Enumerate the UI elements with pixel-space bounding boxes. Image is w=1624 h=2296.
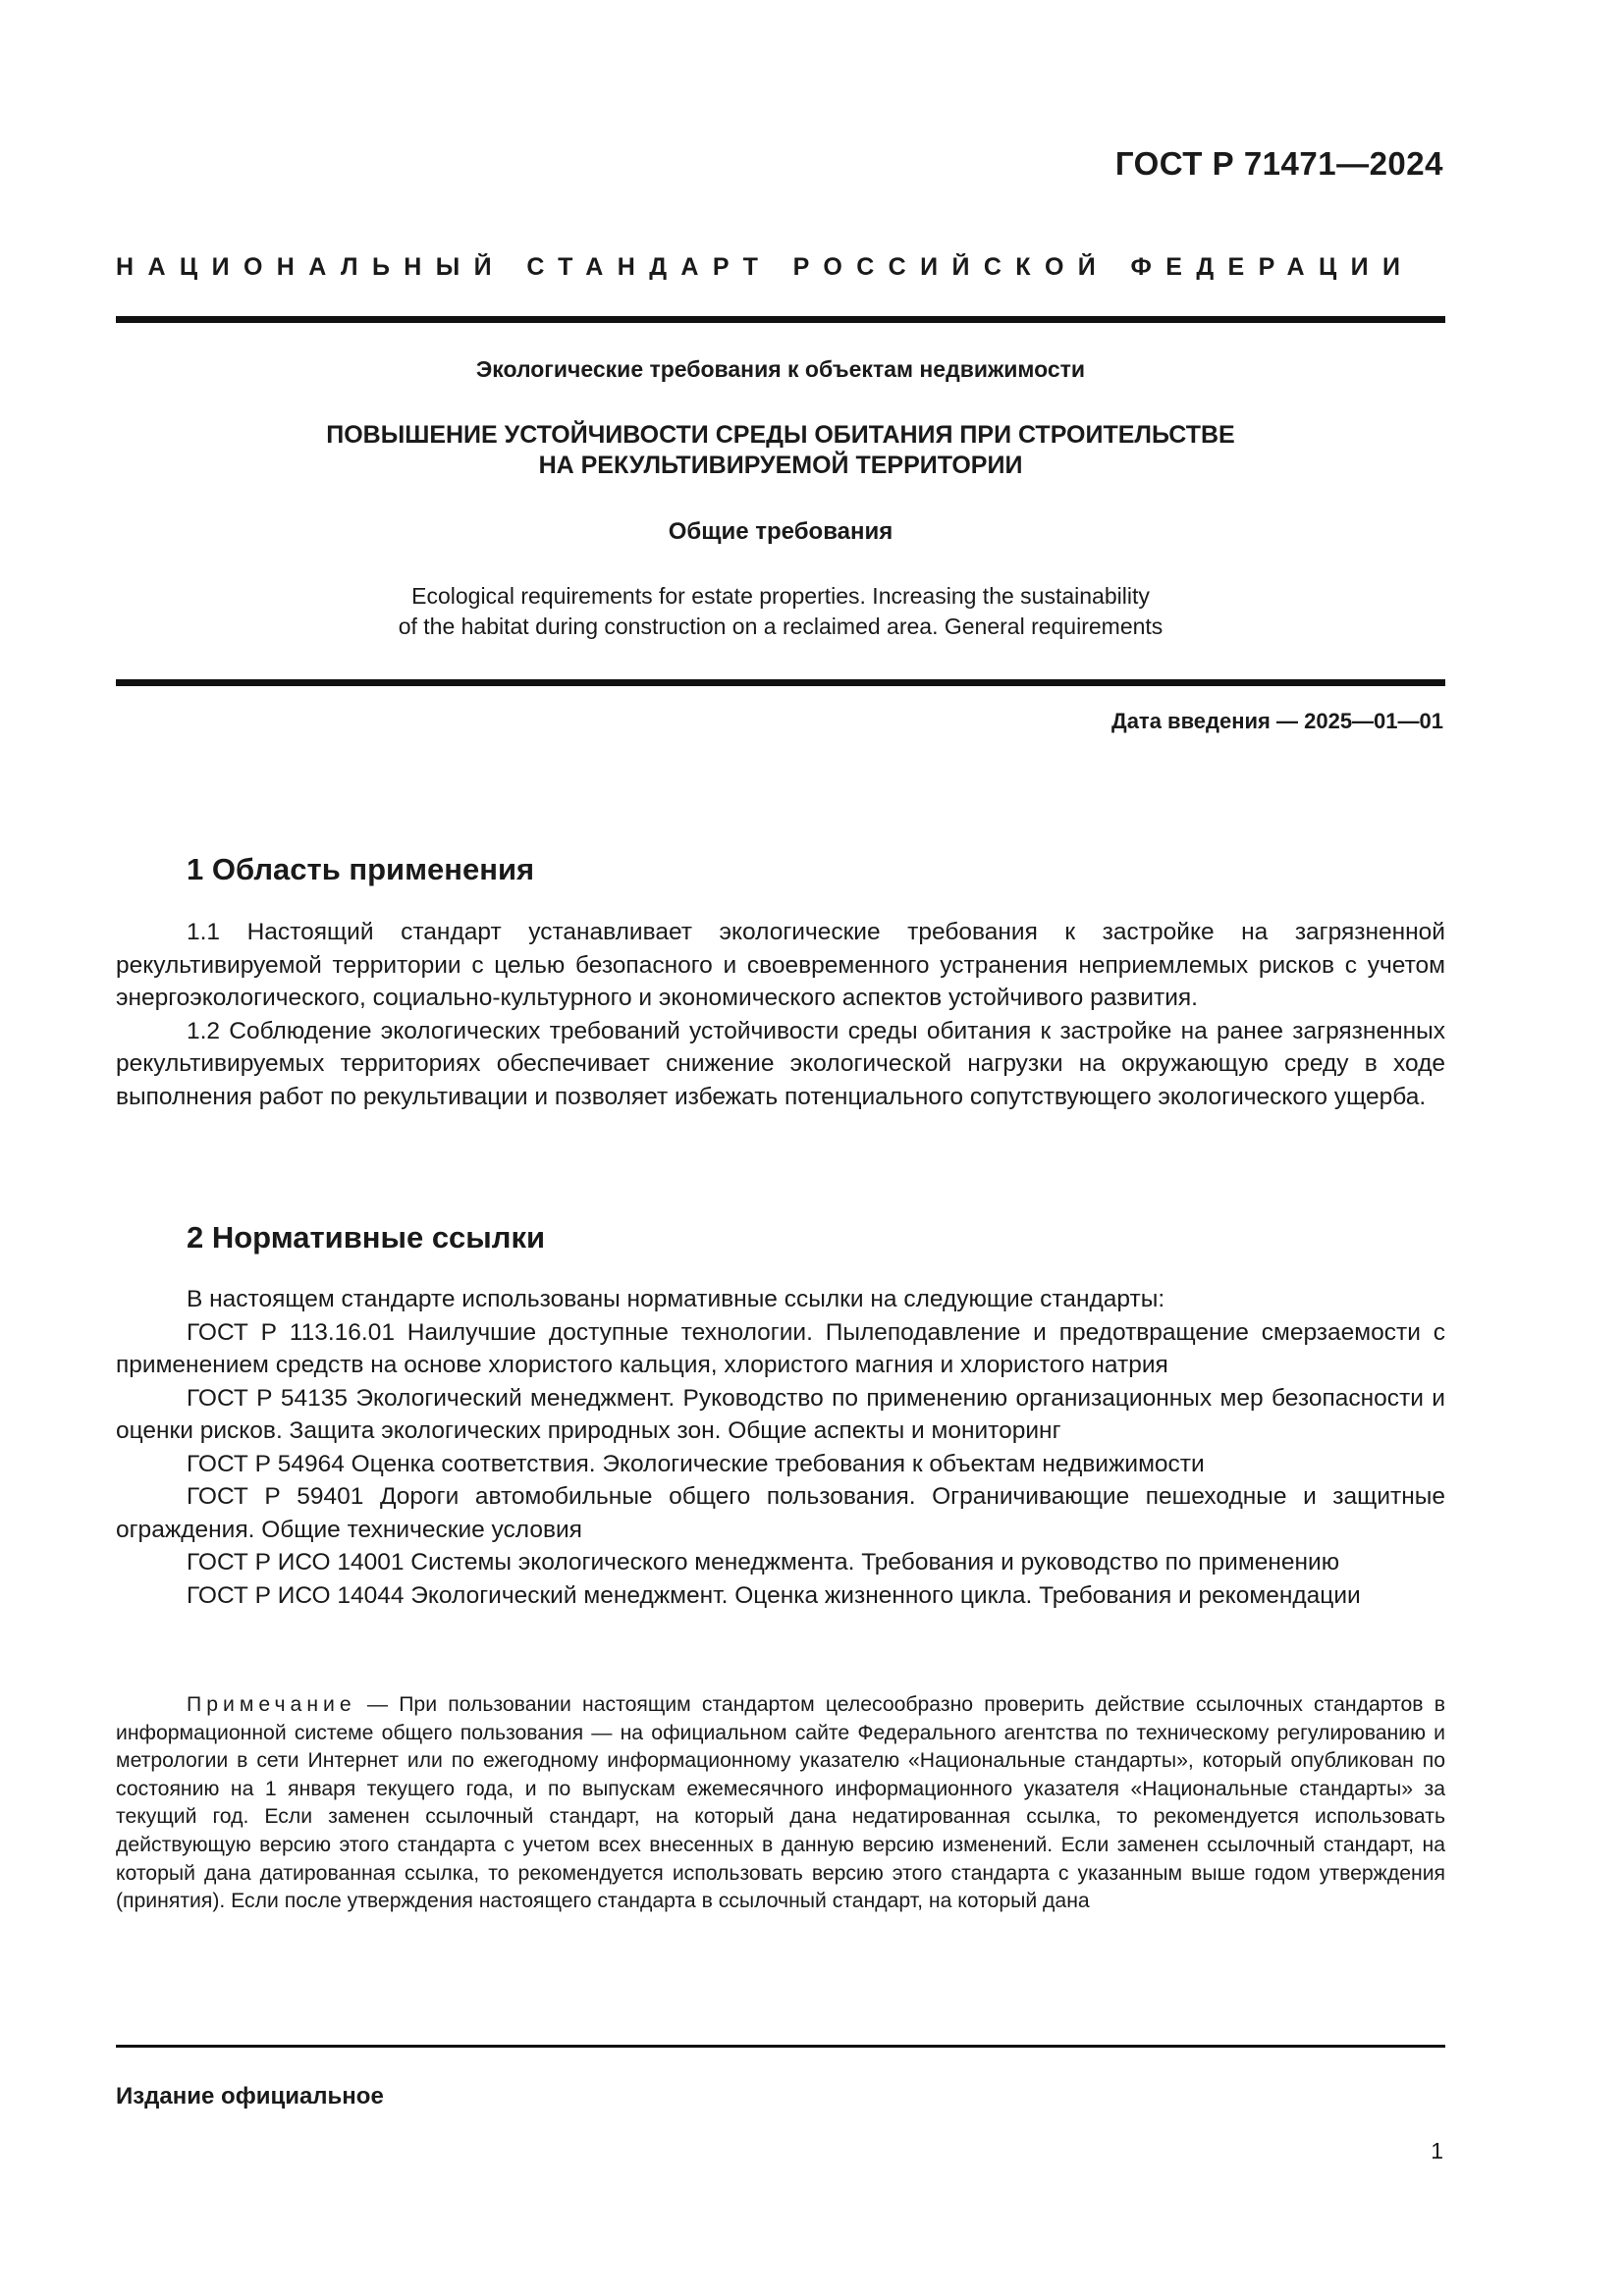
- reference-item: ГОСТ Р 54964 Оценка соответствия. Экологические требования к объектам недвижимости: [187, 1450, 1205, 1477]
- title-divider: [116, 679, 1445, 686]
- main-title: [116, 420, 1445, 481]
- subtitle: Общие требования: [668, 518, 893, 545]
- section-2-heading: 2 Нормативные ссылки: [187, 1220, 546, 1255]
- national-standard-header: НАЦИОНАЛЬНЫЙ СТАНДАРТ РОССИЙСКОЙ ФЕДЕРАЦИИ: [116, 253, 1415, 281]
- note-body: — При пользовании настоящим стандартом целесообразно проверить действие ссылочных стандартов в информационной системе общего пользования — на официальном сайте Федерального агентства по техническому регулированию и метрологии в сети Интернет или по ежегодному информационному указателю «Национальные стандарты», который опубликован по состоянию на 1 января текущего года, и по выпускам ежемесячного информационного указателя «Национальные стандарты» за текущий год. Если заменен ссылочный стандарт, на который дана недатированная ссылка, то рекомендуется использовать действующую версию этого стандарта с учетом всех внесенных в данную версию изменений. Если заменен ссылочный стандарт, на который дана датированная ссылка, то рекомендуется использовать версию этого стандарта с указанным выше годом утверждения (принятия). Если после утверждения настоящего стандарта в ссылочный стандарт, на который дана: [116, 1693, 1445, 1913]
- section-2-body: [116, 1283, 1445, 1612]
- section-1-heading: 1 Область применения: [187, 852, 535, 886]
- section-1-body: [116, 916, 1445, 1113]
- english-title: [116, 581, 1445, 642]
- footer-divider: [116, 2045, 1445, 2048]
- series-title: Экологические требования к объектам недвижимости: [475, 356, 1086, 382]
- reference-item: ГОСТ Р ИСО 14001 Системы экологического менеджмента. Требования и руководство по применению: [187, 1549, 1340, 1575]
- references-note: [116, 1691, 1445, 1916]
- main-title-line-1: ПОВЫШЕНИЕ УСТОЙЧИВОСТИ СРЕДЫ ОБИТАНИЯ ПРИ СТРОИТЕЛЬСТВЕ: [326, 421, 1235, 449]
- paragraph-1-2: 1.2 Соблюдение экологических требований устойчивости среды обитания к застройке на ранее загрязненных рекультивируемых территориях обеспечивает снижение экологической нагрузки на окружающую среду в ходе выполнения работ по рекультивации и позволяет избежать потенциального сопутствующего экологического ущерба.: [116, 1017, 1445, 1110]
- english-title-line-2: of the habitat during construction on a reclaimed area. General requirements: [398, 614, 1164, 639]
- official-edition-label: Издание официальное: [116, 2083, 384, 2109]
- page-number: 1: [1431, 2138, 1443, 2163]
- reference-item: ГОСТ Р 113.16.01 Наилучшие доступные технологии. Пылеподавление и предотвращение смерзаемости с применением средств на основе хлористого кальция, хлористого магния и хлористого натрия: [116, 1318, 1445, 1378]
- note-paragraph: [116, 1691, 1445, 1916]
- reference-item: ГОСТ Р 54135 Экологический менеджмент. Руководство по применению организационных мер безопасности и оценки рисков. Защита экологических природных зон. Общие аспекты и мониторинг: [116, 1384, 1445, 1444]
- main-title-line-2: НА РЕКУЛЬТИВИРУЕМОЙ ТЕРРИТОРИИ: [538, 452, 1023, 479]
- document-number: ГОСТ Р 71471—2024: [1114, 145, 1443, 182]
- reference-item: ГОСТ Р ИСО 14044 Экологический менеджмент. Оценка жизненного цикла. Требования и рекомендации: [187, 1581, 1361, 1609]
- paragraph-1-1: 1.1 Настоящий стандарт устанавливает экологические требования к застройке на загрязненной рекультивируемой территории с целью безопасного и своевременного устранения неприемлемых рисков с учетом энергоэкологического, социально-культурного и экономического аспектов устойчивого развития.: [116, 919, 1445, 1011]
- reference-item: ГОСТ Р 59401 Дороги автомобильные общего пользования. Ограничивающие пешеходные и защитные ограждения. Общие технические условия: [116, 1483, 1445, 1543]
- header-divider: [116, 316, 1445, 323]
- introduction-date: Дата введения — 2025—01—01: [1111, 709, 1443, 733]
- references-intro: В настоящем стандарте использованы нормативные ссылки на следующие стандарты:: [187, 1286, 1165, 1312]
- note-label: Примечание: [187, 1693, 356, 1716]
- english-title-line-1: Ecological requirements for estate properties. Increasing the sustainability: [411, 583, 1150, 609]
